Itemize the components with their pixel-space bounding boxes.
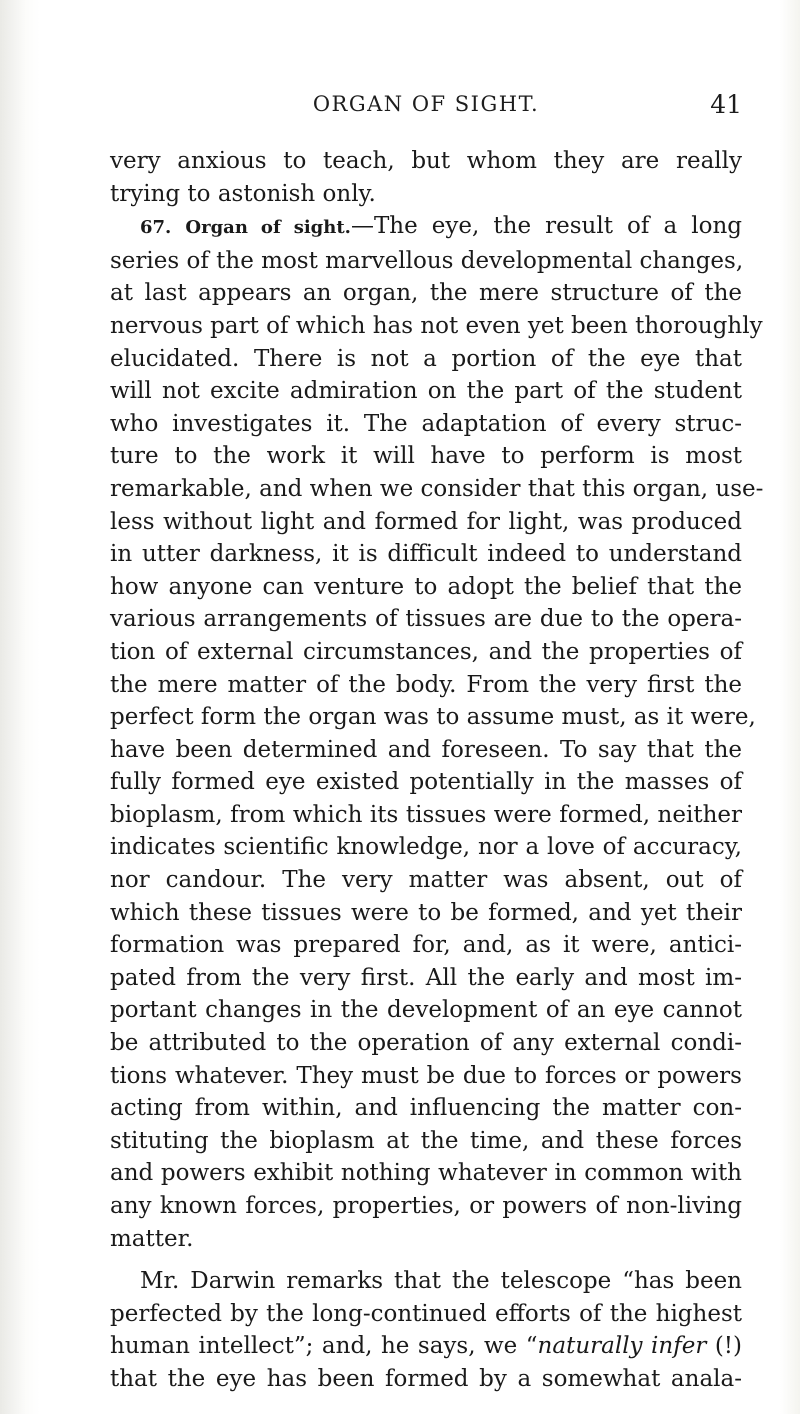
text-line: fully formed eye existed potentially in the masses of <box>110 769 742 796</box>
text-line: be attributed to the operation of any external condi- <box>110 1030 742 1057</box>
text-line: nor candour. The very matter was absent, out of <box>110 867 742 894</box>
text-line: Mr. Darwin remarks that the telescope “has been <box>140 1268 742 1295</box>
text-line: indicates scientific knowledge, nor a love of accuracy, <box>110 834 742 861</box>
text-line: have been determined and foreseen. To say that the <box>110 736 742 763</box>
section-number: 67. <box>140 217 172 239</box>
text-line: tion of external circumstances, and the properties of <box>110 638 742 665</box>
text-line: perfect form the organ was to assume must, as it were, <box>110 704 756 731</box>
body-text <box>110 145 764 1396</box>
paragraph-continuation <box>110 145 742 210</box>
text-fragment: human intellect”; and, he says, we “ <box>110 1333 538 1360</box>
text-line: portant changes in the development of an eye cannot <box>110 997 742 1024</box>
text-line: various arrangements of tissues are due to the opera- <box>110 606 742 633</box>
text-line: pated from the very first. All the early and most im- <box>110 964 742 991</box>
text-line: stituting the bioplasm at the time, and these forces <box>110 1127 742 1154</box>
text-line: bioplasm, from which its tissues were formed, neither <box>110 801 742 828</box>
text-line: at last appears an organ, the mere structure of the <box>110 280 742 307</box>
text-line: less without light and formed for light, was produced <box>110 508 742 535</box>
text-line: series of the most marvellous developmental changes, <box>110 247 744 274</box>
text-fragment: (!) <box>706 1333 743 1360</box>
text-line: very anxious to teach, but whom they are really <box>110 148 742 174</box>
text-line: who investigates it. The adaptation of every struc- <box>110 410 742 437</box>
text-line: that the eye has been formed by a somewhat anala- <box>110 1365 742 1392</box>
paragraph-darwin <box>110 1265 742 1395</box>
page-header <box>110 92 742 128</box>
gutter-shadow <box>0 0 26 1414</box>
running-head: ORGAN OF SIGHT. <box>312 92 540 116</box>
text-line: trying to astonish only. <box>110 180 376 207</box>
text-line: remarkable, and when we consider that this organ, use- <box>110 475 764 502</box>
text-line: the mere matter of the body. From the very first the <box>110 671 742 698</box>
text-line: nervous part of which has not even yet been thoroughly <box>110 312 763 339</box>
page-number: 41 <box>710 90 742 119</box>
text-line: any known forces, properties, or powers of non-living <box>110 1193 742 1219</box>
text-line: formation was prepared for, and, as it were, antici- <box>110 932 742 959</box>
section-organ-of-sight <box>110 210 764 1255</box>
text-line: and powers exhibit nothing whatever in common with <box>110 1160 742 1187</box>
section-first-line <box>110 210 742 245</box>
text-line: —The eye, the result of a long <box>350 213 742 240</box>
text-line: in utter darkness, it is difficult indeed to understand <box>110 541 742 568</box>
text-line: tions whatever. They must be due to forces or powers <box>110 1062 742 1089</box>
text-line: ture to the work it will have to perform is most <box>110 443 742 470</box>
italic-phrase: naturally infer <box>537 1333 707 1360</box>
text-line: how anyone can venture to adopt the belief that the <box>110 573 742 600</box>
text-line: matter. <box>110 1225 194 1252</box>
text-line: perfected by the long-continued efforts of the highest <box>110 1300 742 1327</box>
text-line: acting from within, and influencing the matter con- <box>110 1095 742 1122</box>
text-line: will not excite admiration on the part of the student <box>110 378 742 405</box>
section-heading: Organ of sight. <box>185 217 351 239</box>
text-line-mixed <box>110 1330 742 1363</box>
text-line: which these tissues were to be formed, and yet their <box>110 899 742 926</box>
text-line: elucidated. There is not a portion of the eye that <box>110 345 742 372</box>
